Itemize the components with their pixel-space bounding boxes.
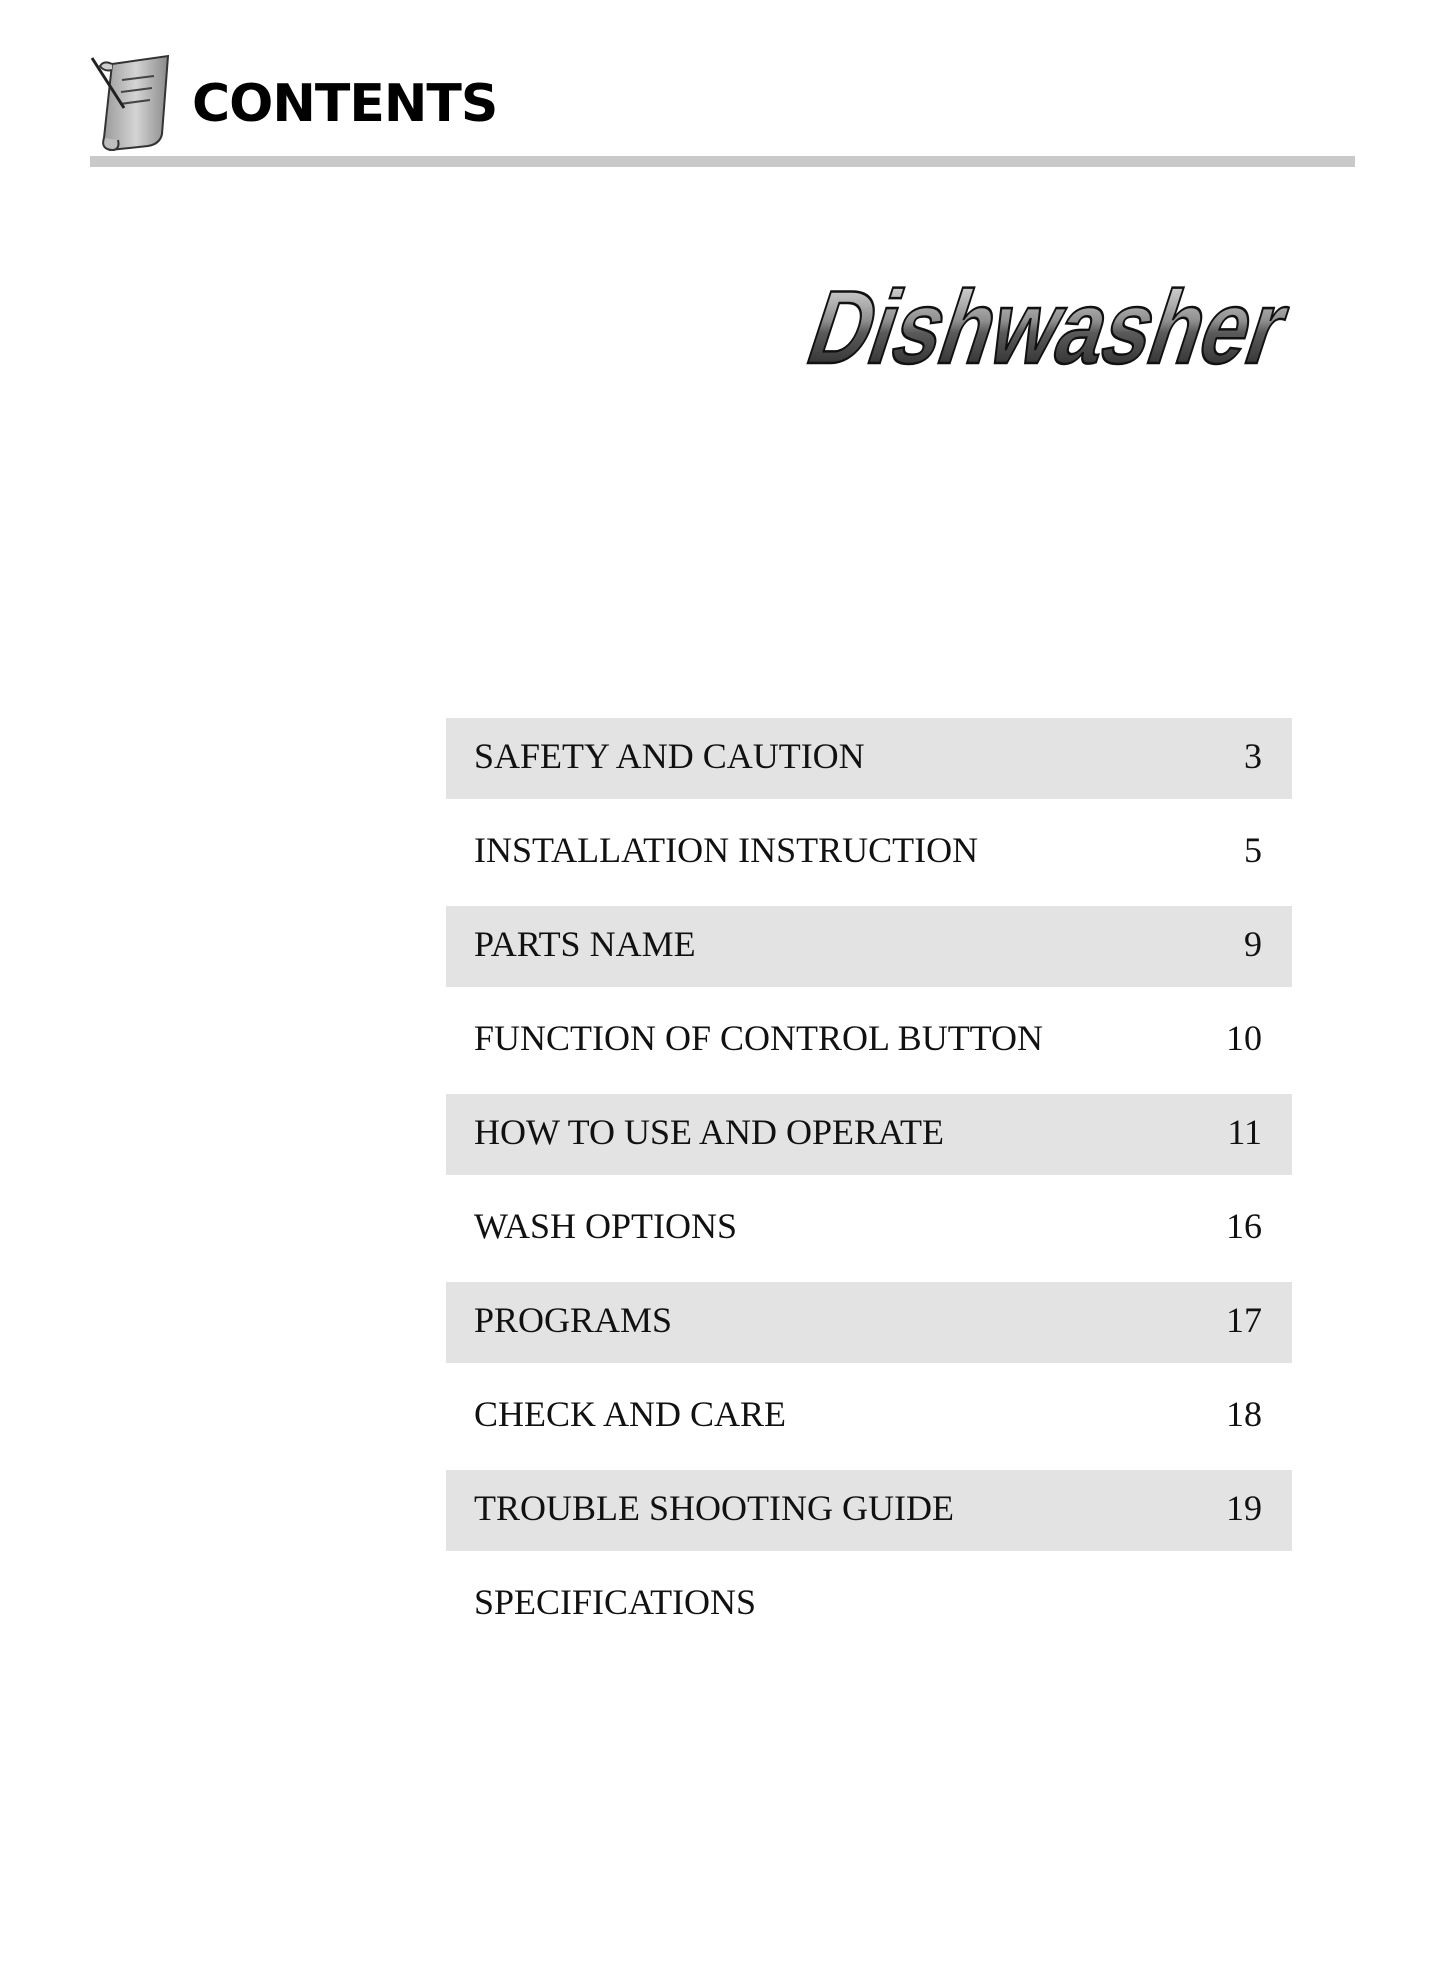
toc-item-label: PROGRAMS (474, 1300, 673, 1340)
toc-item-check-and-care[interactable] (446, 1376, 1292, 1457)
toc-item-label: HOW TO USE AND OPERATE (474, 1112, 945, 1152)
toc-item-parts-name[interactable] (446, 906, 1292, 987)
toc-item-programs[interactable] (446, 1282, 1292, 1363)
toc-item-label: TROUBLE SHOOTING GUIDE (474, 1488, 954, 1528)
toc-item-page: 19 (1226, 1488, 1262, 1528)
toc-item-page: 5 (1244, 830, 1262, 870)
toc-item-page: 18 (1226, 1394, 1262, 1434)
toc-item-page: 3 (1244, 736, 1262, 776)
toc-item-specifications[interactable] (446, 1564, 1292, 1645)
page-title: CONTENTS (192, 74, 498, 134)
toc-item-label: INSTALLATION INSTRUCTION (474, 830, 979, 870)
toc-item-page: 10 (1226, 1018, 1262, 1058)
toc-item-label: SPECIFICATIONS (474, 1582, 757, 1622)
toc-item-page: 11 (1227, 1112, 1262, 1152)
dishwasher-logo (790, 265, 1417, 386)
scroll-document-icon (90, 52, 190, 152)
toc-item-label: SAFETY AND CAUTION (474, 736, 865, 776)
toc-item-safety-and-caution[interactable] (446, 718, 1292, 799)
dishwasher-logo-text: Dishwasher (794, 268, 1417, 386)
page-header (90, 52, 1355, 170)
toc-item-how-to-use-and-operate[interactable] (446, 1094, 1292, 1175)
toc-item-page: 9 (1244, 924, 1262, 964)
toc-item-wash-options[interactable] (446, 1188, 1292, 1269)
toc-item-label: PARTS NAME (474, 924, 696, 964)
toc-item-page: 17 (1226, 1300, 1262, 1340)
toc-item-label: WASH OPTIONS (474, 1206, 738, 1246)
toc-item-page: 16 (1226, 1206, 1262, 1246)
toc-item-label: CHECK AND CARE (474, 1394, 787, 1434)
toc-item-function-of-control-button[interactable] (446, 1000, 1292, 1081)
toc-item-trouble-shooting-guide[interactable] (446, 1470, 1292, 1551)
toc-item-label: FUNCTION OF CONTROL BUTTON (474, 1018, 1044, 1058)
table-of-contents (446, 718, 1292, 1658)
header-divider (90, 156, 1355, 167)
toc-item-installation-instruction[interactable] (446, 812, 1292, 893)
